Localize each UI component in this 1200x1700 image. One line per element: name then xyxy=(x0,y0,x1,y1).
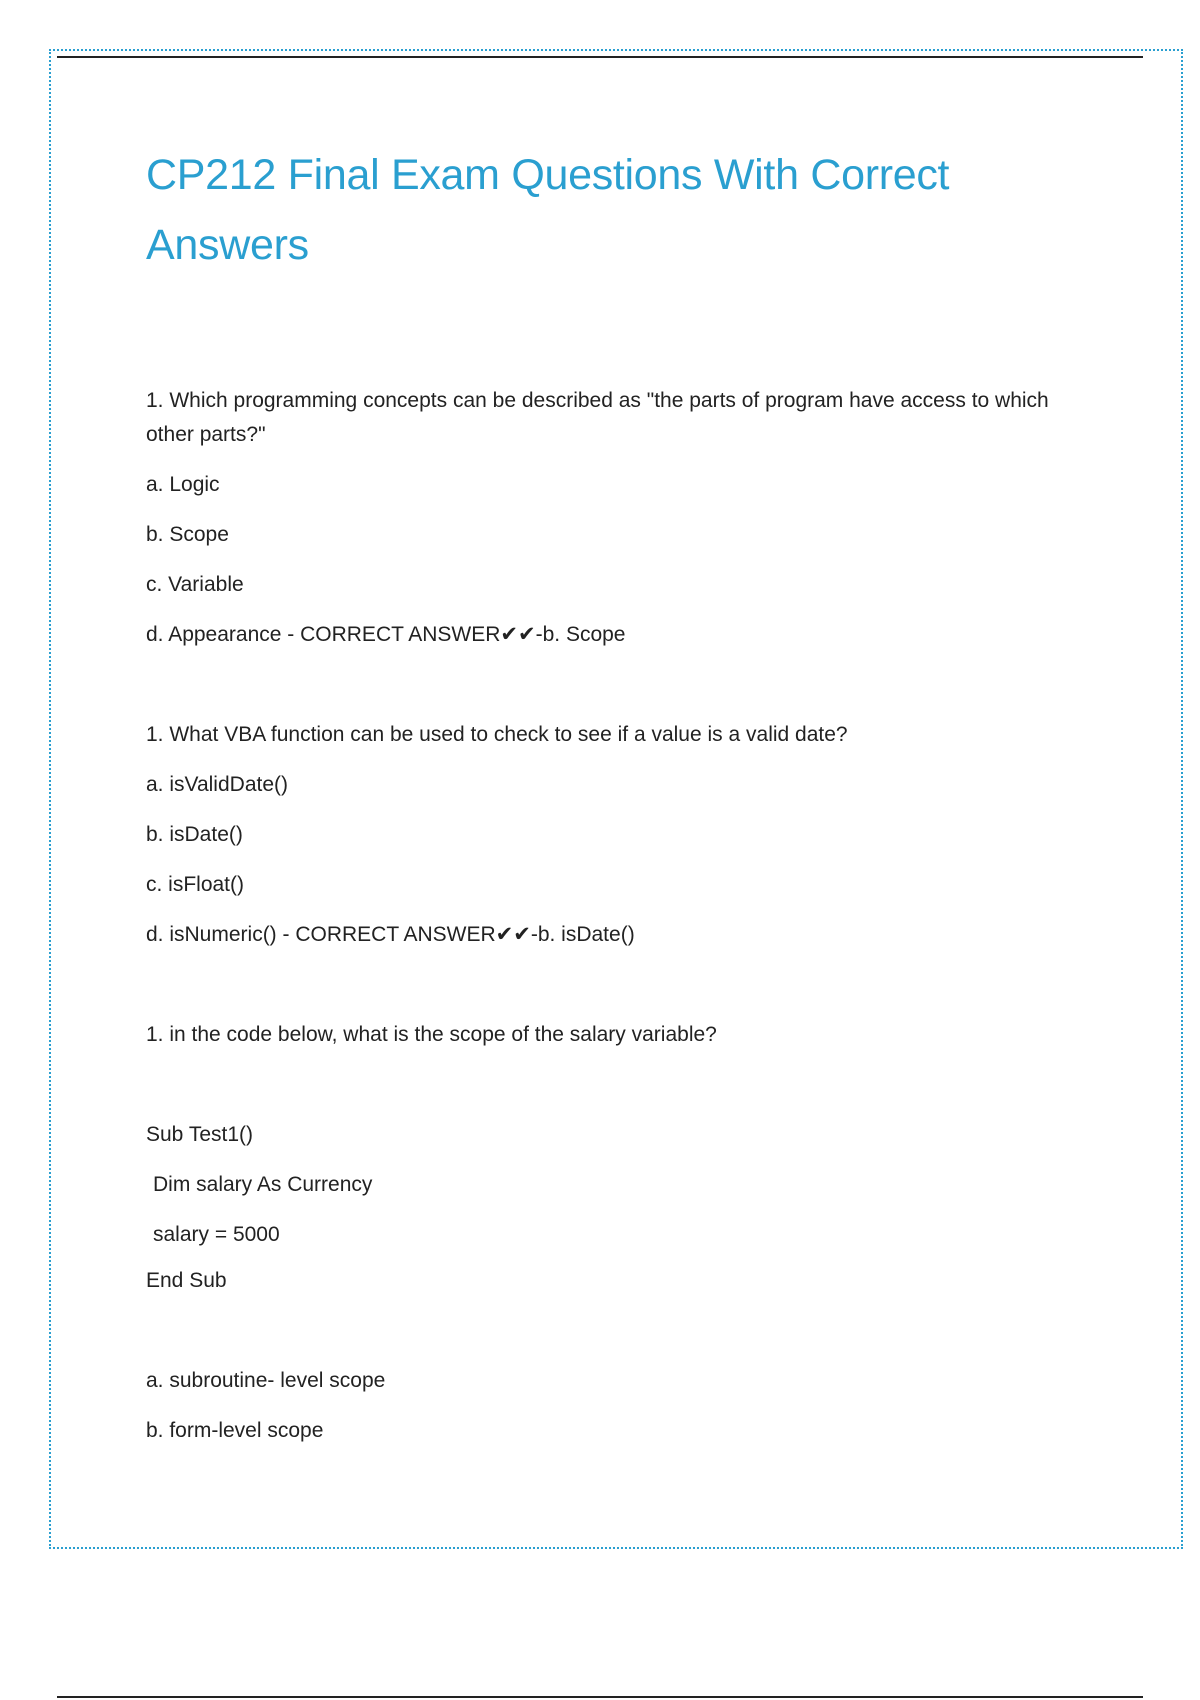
question-text: 1. Which programming concepts can be described as "the parts of program have access to which other parts?" xyxy=(146,389,1049,446)
option-a: a. subroutine- level scope xyxy=(146,1369,386,1392)
option-c: c. isFloat() xyxy=(146,873,245,896)
bottom-rule xyxy=(57,1696,1143,1698)
option-d-with-answer: d. Appearance - CORRECT ANSWER✔✔-b. Scope xyxy=(146,623,626,646)
code-line-1: Sub Test1() xyxy=(146,1123,253,1146)
option-b: b. form-level scope xyxy=(146,1419,324,1442)
option-d-with-answer: d. isNumeric() - CORRECT ANSWER✔✔-b. isDate() xyxy=(146,923,635,946)
title-line-2: Answers xyxy=(146,221,309,269)
option-c: c. Variable xyxy=(146,573,244,596)
title-line-1: CP212 Final Exam Questions With Correct xyxy=(146,151,950,199)
question-text: 1. What VBA function can be used to check to see if a value is a valid date? xyxy=(146,723,848,746)
question-block-3 xyxy=(146,1018,1086,1448)
option-a: a. isValidDate() xyxy=(146,773,288,796)
question-block-2 xyxy=(146,718,1086,952)
top-rule xyxy=(57,56,1143,58)
option-b: b. isDate() xyxy=(146,823,243,846)
code-snippet xyxy=(146,1118,1086,1298)
code-line-4: End Sub xyxy=(146,1269,227,1292)
code-line-2: Dim salary As Currency xyxy=(153,1173,373,1196)
option-b: b. Scope xyxy=(146,523,229,546)
question-block-1 xyxy=(146,384,1086,652)
document-content xyxy=(146,140,1086,1448)
question-text: 1. in the code below, what is the scope of the salary variable? xyxy=(146,1023,717,1046)
option-a: a. Logic xyxy=(146,473,220,496)
document-title xyxy=(146,140,1086,280)
code-line-3: salary = 5000 xyxy=(153,1223,280,1246)
